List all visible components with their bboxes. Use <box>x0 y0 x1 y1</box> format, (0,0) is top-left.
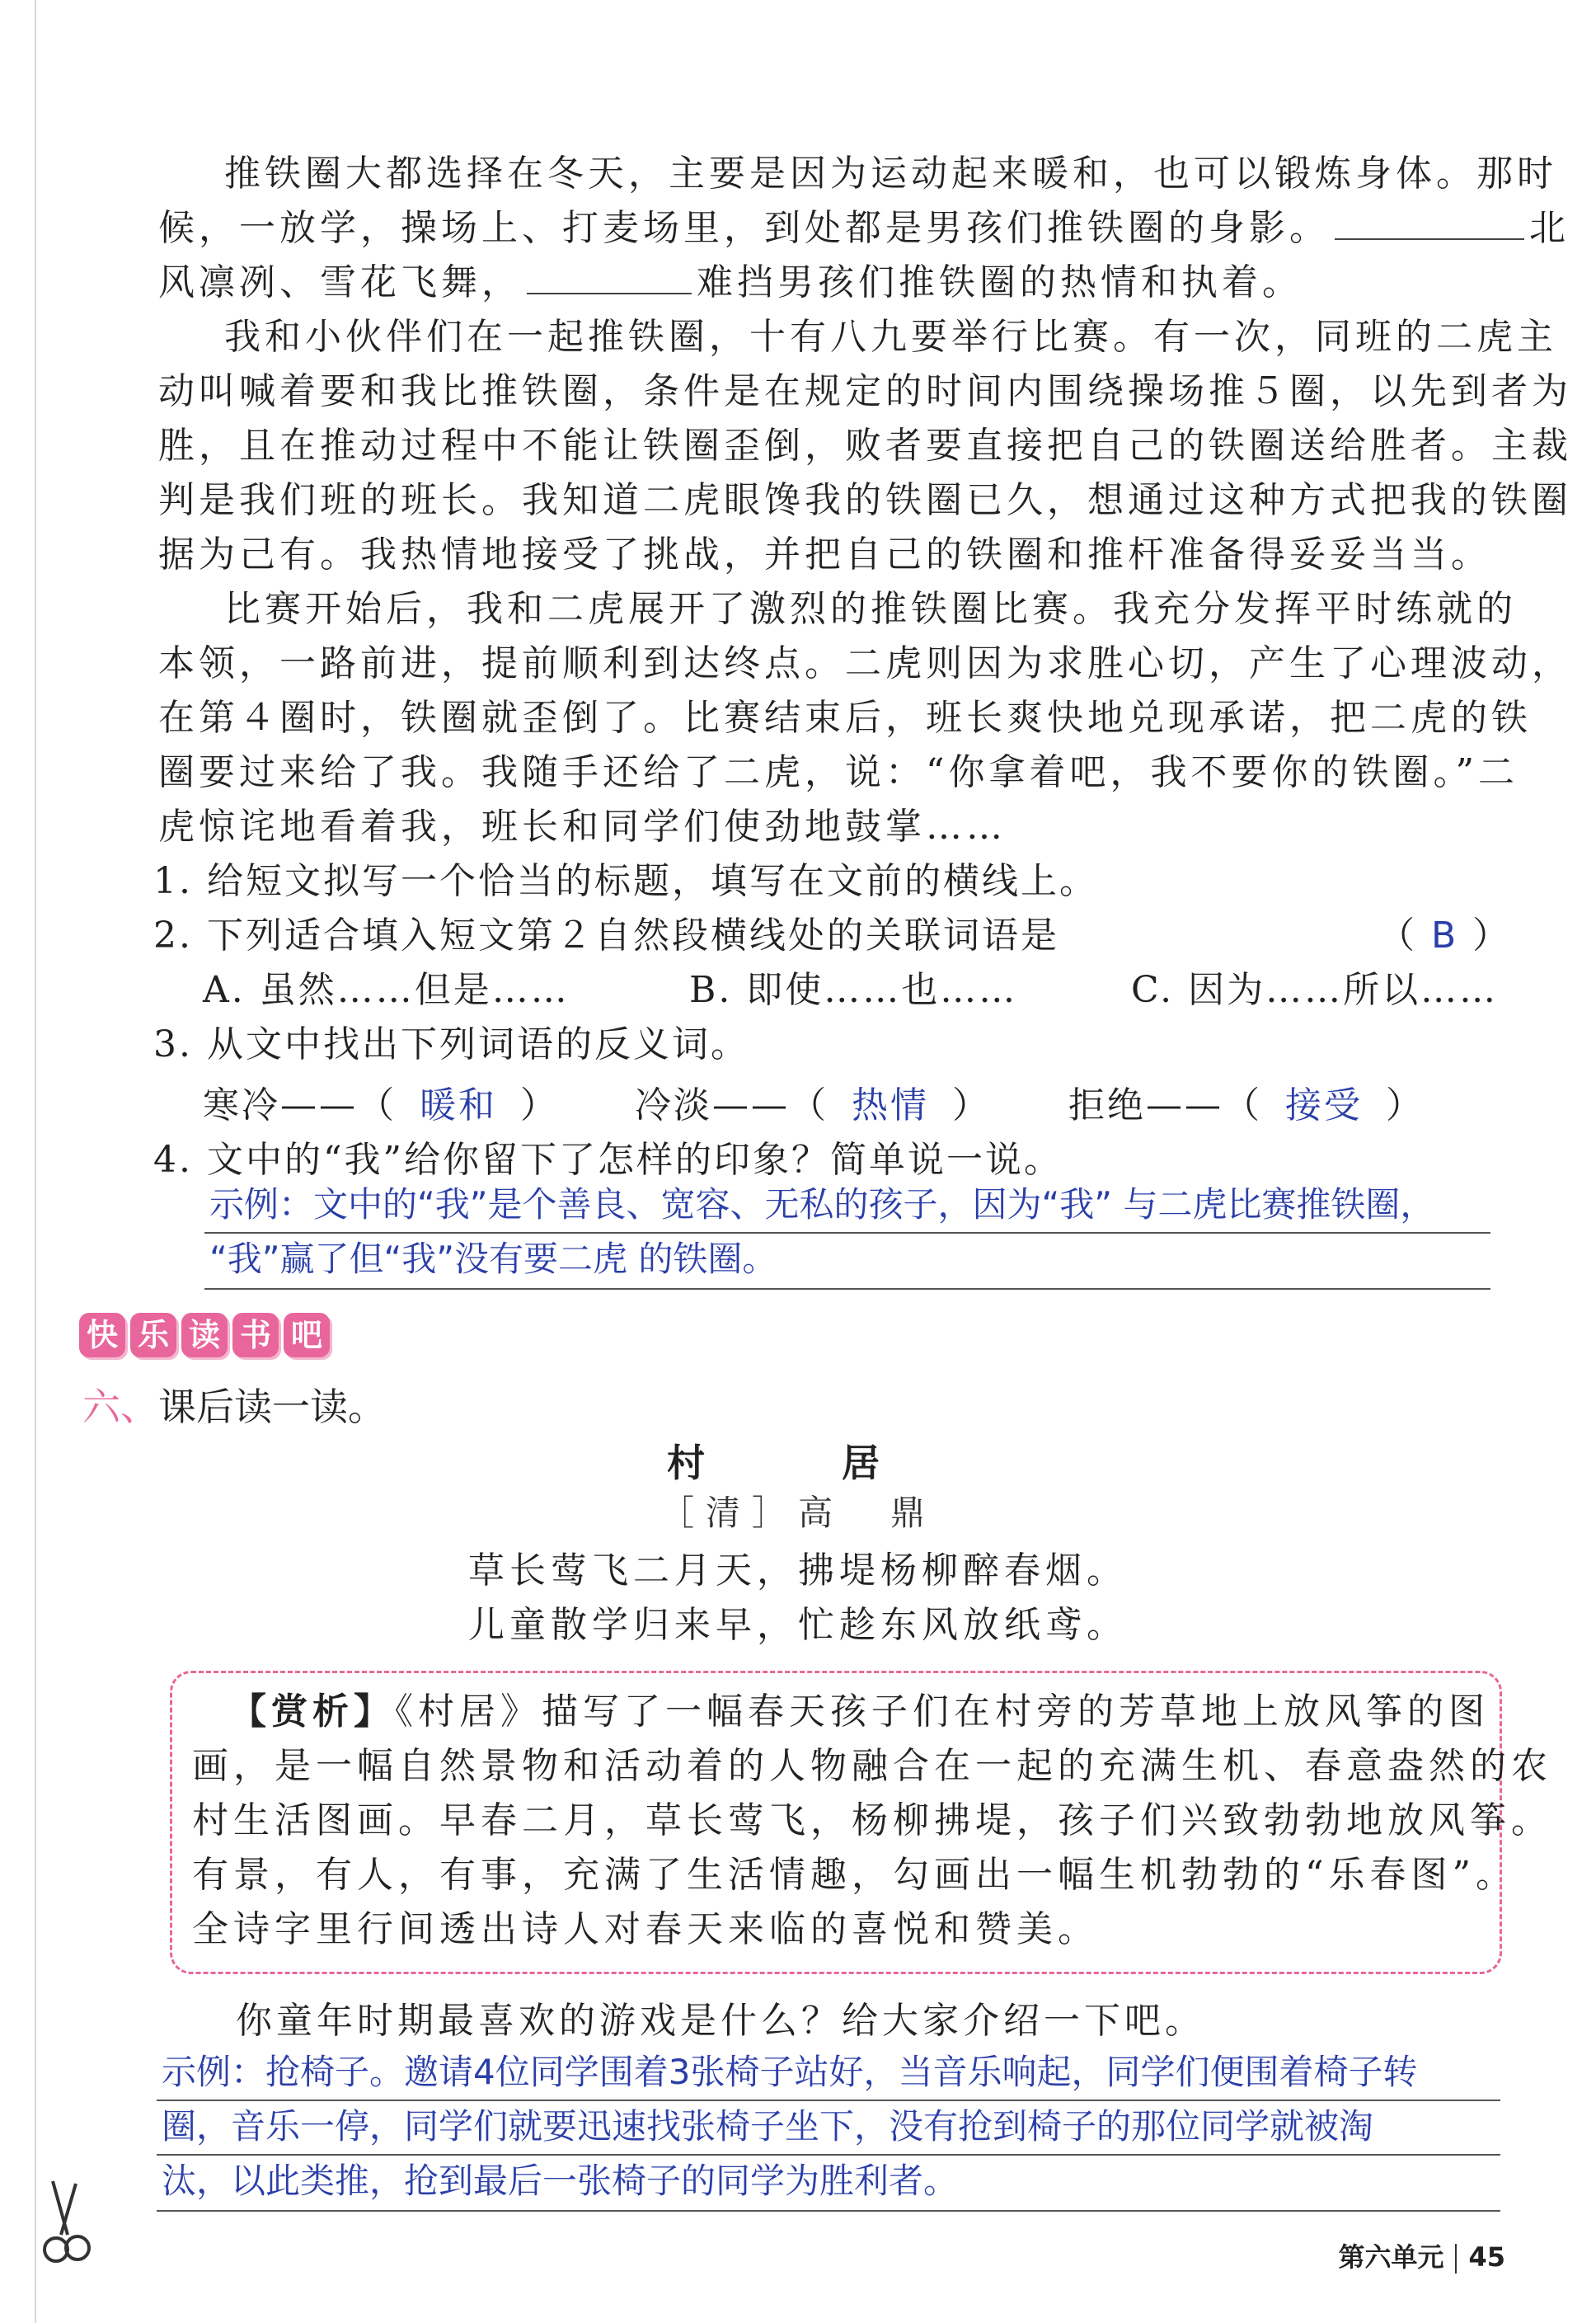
antonym-answer[interactable]: 热情 <box>852 1084 929 1126</box>
q2-option-c: C. 因为……所以…… <box>1131 969 1499 1011</box>
q4-answer-line[interactable]: “我”赢了但“我”没有要二虎 的铁圈。 <box>209 1239 777 1279</box>
connective-blank[interactable] <box>1335 209 1524 240</box>
passage-line <box>158 256 1303 310</box>
answer-rule <box>204 1288 1490 1290</box>
q4-answer-line[interactable]: 示例：文中的“我”是个善良、宽容、无私的孩子，因为“我” 与二虎比赛推铁圈， <box>209 1184 1435 1225</box>
antonym-item <box>1068 1079 1425 1133</box>
antonym-answer[interactable]: 接受 <box>1285 1084 1363 1126</box>
banner-char: 读 <box>181 1313 228 1357</box>
antonym-word: 寒冷——（ <box>203 1084 397 1126</box>
passage-line: 我和小伙伴们在一起推铁圈，十有八九要举行比赛。有一次，同班的二虎主 <box>224 316 1557 358</box>
question-3: 3. 从文中找出下列词语的反义词。 <box>153 1023 749 1065</box>
appreciation-tag: 【赏析】 <box>230 1691 395 1733</box>
q2-answer: B <box>1431 915 1459 957</box>
antonym-close: ） <box>1386 1084 1425 1126</box>
appreciation-text: 《村居》描写了一幅春天孩子们在村旁的芳草地上放风筝的图 <box>395 1691 1490 1733</box>
q2-option-b: B. 即使……也…… <box>689 969 1018 1011</box>
section-number: 六、 <box>82 1385 158 1429</box>
passage-line: 本领，一路前进，提前顺利到达终点。二虎则因为求胜心切，产生了心理波动， <box>158 642 1572 684</box>
prompt-answer-line[interactable]: 示例：抢椅子。邀请4位同学围着3张椅子站好，当音乐响起，同学们便围着椅子转 <box>162 2052 1418 2092</box>
page-number: 45 <box>1468 2241 1505 2273</box>
antonym-item <box>203 1079 559 1133</box>
section-title: 课后读一读。 <box>158 1385 386 1429</box>
scissors-icon <box>36 2177 94 2268</box>
question-4: 4. 文中的“我”给你留下了怎样的印象？简单说一说。 <box>153 1139 1063 1181</box>
banner-char: 快 <box>79 1313 125 1357</box>
prompt-answer-line[interactable]: 圈，音乐一停，同学们就要迅速找张椅子坐下，没有抢到椅子的那位同学就被淘 <box>162 2106 1374 2147</box>
q2-answer-bracket[interactable]: （ B ） <box>1378 915 1512 957</box>
passage-line <box>158 201 1570 256</box>
footer-separator <box>1455 2244 1457 2274</box>
passage-line: 动叫喊着要和我比推铁圈，条件是在规定的时间内围绕操场推５圈，以先到者为 <box>158 370 1572 412</box>
unit-label: 第六单元 <box>1338 2241 1444 2273</box>
passage-line: 比赛开始后，我和二虎展开了激烈的推铁圈比赛。我充分发挥平时练就的 <box>224 588 1517 630</box>
passage-text: 北 <box>1529 207 1570 249</box>
appreciation-line: 画，是一幅自然景物和活动着的人物融合在一起的充满生机、春意盎然的农 <box>192 1745 1552 1787</box>
question-1: 1. 给短文拟写一个恰当的标题，填写在文前的横线上。 <box>153 860 1098 902</box>
passage-line: 胜，且在推动过程中不能让铁圈歪倒，败者要直接把自己的铁圈送给胜者。主裁 <box>158 425 1572 467</box>
q2-option-a: A. 虽然……但是…… <box>203 969 570 1011</box>
passage-line: 据为己有。我热情地接受了挑战，并把自己的铁圈和推杆准备得妥妥当当。 <box>158 534 1491 576</box>
question-2: 2. 下列适合填入短文第２自然段横线处的关联词语是 <box>153 915 1059 957</box>
connective-blank[interactable] <box>527 263 692 294</box>
antonym-word: 拒绝——（ <box>1068 1084 1262 1126</box>
antonym-close: ） <box>952 1084 991 1126</box>
passage-line: 虎惊诧地看着我，班长和同学们使劲地鼓掌…… <box>158 806 1007 848</box>
poem-line: 儿童散学归来早，忙趁东风放纸鸢。 <box>468 1604 1128 1646</box>
antonym-word: 冷淡——（ <box>635 1084 829 1126</box>
passage-line: 圈要过来给了我。我随手还给了二虎，说：“你拿着吧，我不要你的铁圈。”二 <box>158 751 1519 793</box>
banner-char: 吧 <box>284 1313 330 1357</box>
antonym-answer[interactable]: 暖和 <box>420 1084 497 1126</box>
banner-char: 书 <box>232 1313 279 1357</box>
appreciation-line: 村生活图画。早春二月，草长莺飞，杨柳拂堤，孩子们兴致勃勃地放风筝。 <box>192 1799 1552 1841</box>
poem-line: 草长莺飞二月天，拂堤杨柳醉春烟。 <box>468 1549 1128 1592</box>
appreciation-box <box>170 1671 1552 1974</box>
banner-char: 乐 <box>130 1313 176 1357</box>
appreciation-line: 全诗字里行间透出诗人对春天来临的喜悦和赞美。 <box>192 1908 1099 1950</box>
appreciation-line <box>230 1685 1490 1739</box>
section-heading <box>82 1377 386 1432</box>
passage-text: 候，一放学，操场上、打麦场里，到处都是男孩们推铁圈的身影。 <box>158 207 1330 249</box>
passage-text: 风凛冽、雪花飞舞， <box>158 261 522 303</box>
page-footer <box>1338 2236 1505 2274</box>
passage-text: 难挡男孩们推铁圈的热情和执着。 <box>697 261 1303 303</box>
poem-author: ［清］高 鼎 <box>659 1493 936 1533</box>
happy-reading-banner <box>79 1313 330 1357</box>
antonym-close: ） <box>520 1084 559 1126</box>
poem-title: 村 居 <box>667 1441 929 1485</box>
appreciation-line: 有景，有人，有事，充满了生活情趣，勾画出一幅生机勃勃的“乐春图”。 <box>192 1854 1517 1896</box>
passage-line: 推铁圈大都选择在冬天，主要是因为运动起来暖和，也可以锻炼身体。那时 <box>224 153 1557 195</box>
answer-rule <box>157 2210 1500 2212</box>
passage-line: 判是我们班的班长。我知道二虎眼馋我的铁圈已久，想通过这种方式把我的铁圈 <box>158 479 1572 521</box>
prompt-answer-line[interactable]: 汰，以此类推，抢到最后一张椅子的同学为胜利者。 <box>162 2161 959 2201</box>
passage-line: 在第４圈时，铁圈就歪倒了。比赛结束后，班长爽快地兑现承诺，把二虎的铁 <box>158 697 1532 739</box>
antonym-item <box>635 1079 991 1133</box>
prompt-question: 你童年时期最喜欢的游戏是什么？给大家介绍一下吧。 <box>236 2000 1205 2042</box>
